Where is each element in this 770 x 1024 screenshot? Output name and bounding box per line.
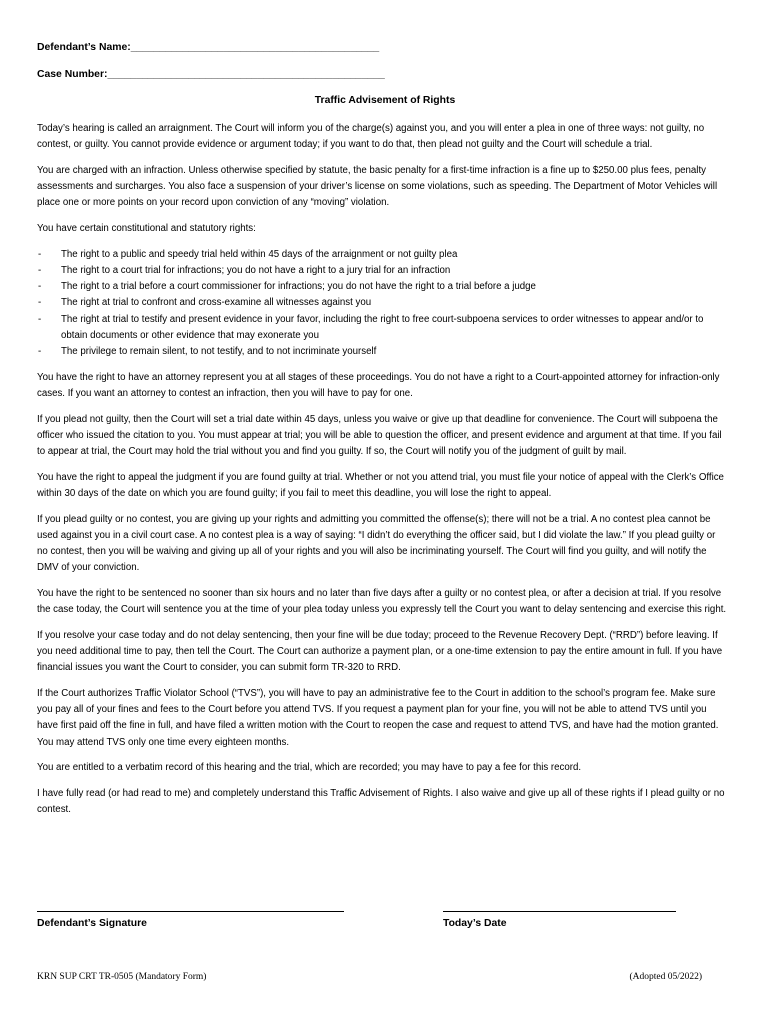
case-number-field: Case Number:________________________________________________: [37, 69, 385, 80]
list-item: - The right at trial to testify and present evidence in your favor, including the right to free court-subpoena services to order witnesses to appear and/or to obtain documents or other evidence that may exonerate you: [37, 312, 727, 344]
paragraph-record: You are entitled to a verbatim record of this hearing and the trial, which are recorded; you may have to pay a fee for this record.: [37, 762, 582, 774]
paragraph-rights-intro: You have certain constitutional and statutory rights:: [37, 223, 256, 235]
paragraph-payment: If you resolve your case today and do not delay sentencing, then your fine will be due today; proceed to the Revenue Recovery Dept. (“RRD”) before leaving. If you need additional time to pay, then tell the Court. The Court can authorize a payment plan, or a one-time extension to pay the entire amount in full. If you have financial issues you want the Court to consider, you can submit form TR-320 to RRD.: [37, 629, 723, 674]
list-item: - The right to a trial before a court commissioner for infractions; you do not have the right to a trial before a judge: [37, 279, 727, 295]
defendant-signature-block: [37, 903, 344, 929]
paragraph-acknowledgement: I have fully read (or had read to me) and completely understand this Traffic Advisement of Rights. I also waive and give up all of these rights if I plead guilty or no contest.: [37, 787, 725, 816]
list-item: - The right at trial to confront and cross-examine all witnesses against you: [37, 295, 727, 311]
date-block: [443, 903, 676, 929]
rights-list: [37, 247, 727, 360]
date-line[interactable]: [443, 903, 676, 912]
paragraph-infraction: You are charged with an infraction. Unless otherwise specified by statute, the basic penalty for a first-time infraction is a fine up to $250.00 plus fees, penalty assessments and surcharges. You also face a suspension of your driver’s license on some violations, such as speeding. The Department of Motor Vehicles will place one or more points on your record upon conviction of any “moving” violation.: [37, 164, 718, 209]
paragraph-arraignment: Today’s hearing is called an arraignment. The Court will inform you of the charge(s) against you, and you will enter a plea in one of three ways: not guilty, no contest, or guilty. You cannot provide evidence or argument today; if you want to do that, then plead not guilty and the Court will schedule a trial.: [37, 123, 705, 151]
paragraph-tvs: If the Court authorizes Traffic Violator School (“TVS”), you will have to pay an administrative fee to the Court in addition to the school’s program fee. Make sure you pay all of your fines and fees to the Court before you attend TVS. If you request a payment plan for your fine, you will not be able to attend TVS until you have first paid off the fine in full, and have filed a written motion with the Court to reopen the case and request to attend TVS, and have had the motion granted. You may attend TVS only one time every eighteen months.: [37, 687, 719, 748]
list-item: - The right to a court trial for infractions; you do not have a right to a jury trial for an infraction: [37, 263, 727, 279]
document-title: Traffic Advisement of Rights: [314, 95, 456, 106]
defendant-signature-label: Defendant’s Signature: [37, 918, 147, 929]
paragraph-sentencing: You have the right to be sentenced no sooner than six hours and no later than five days after a guilty or no contest plea, or after a decision at trial. If you resolve the case today, the Court will sentence you at the time of your plea today unless you expressly tell the Court you want to delay sentencing and exercise this right.: [37, 587, 727, 616]
paragraph-not-guilty: If you plead not guilty, then the Court will set a trial date within 45 days, unless you waive or give up that deadline for convenience. The Court will subpoena the officer who issued the citation to you. You must appear at trial; you will be able to question the officer, and present evidence and argument at that time. If you fail to appear at trial, the Court may hold the trial without you and find you guilty. If so, the Court will notify you of the judgment of guilt by mail.: [37, 413, 722, 457]
form-id: KRN SUP CRT TR-0505 (Mandatory Form): [37, 972, 207, 982]
adopted-date: (Adopted 05/2022): [629, 972, 702, 982]
list-item: - The privilege to remain silent, to not testify, and to not incriminate yourself: [37, 344, 727, 360]
document-body: [37, 121, 727, 828]
list-item: - The right to a public and speedy trial held within 45 days of the arraignment or not guilty plea: [37, 247, 727, 263]
paragraph-guilty-no-contest: If you plead guilty or no contest, you are giving up your rights and admitting you committed the offense(s); there will not be a trial. A no contest plea cannot be used against you in a civil court case. A no contest plea is a way of saying: “I didn’t do everything the officer said, but I did violate the law.” If you plead guilty or no contest, then you will be waiving and giving up all of your rights and you will also be incriminating yourself. The Court will find you guilty, and will notify the DMV of your conviction.: [37, 513, 716, 574]
todays-date-label: Today’s Date: [443, 918, 507, 929]
paragraph-appeal: You have the right to appeal the judgment if you are found guilty at trial. Whether or not you attend trial, you must file your notice of appeal with the Clerk’s Office within 30 days of the date on which you are found guilty; if you fail to meet this deadline, you will lose the right to appeal.: [37, 471, 724, 499]
signature-line[interactable]: [37, 903, 344, 912]
defendant-name-field: Defendant’s Name:___________________________________________: [37, 42, 380, 53]
paragraph-attorney: You have the right to have an attorney represent you at all stages of these proceedings. You do not have a right to a Court-appointed attorney for infraction-only cases. If you want an attorney to contest an infraction, then you will have to pay for one.: [37, 371, 720, 399]
